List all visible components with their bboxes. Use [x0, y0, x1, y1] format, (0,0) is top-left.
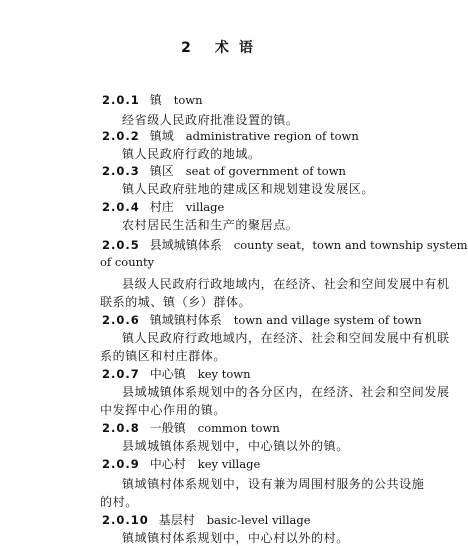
term-english: seat of government of town — [185, 164, 346, 178]
term-chinese: 镇 — [149, 93, 162, 107]
term-english: village — [185, 200, 225, 214]
term-chinese: 中心村 — [149, 457, 186, 471]
term-chinese: 一般镇 — [149, 421, 186, 435]
section-title — [0, 37, 444, 57]
term-code: 2.0.9 — [102, 457, 140, 471]
term-english: town — [173, 93, 203, 107]
term-code: 2.0.6 — [102, 313, 140, 327]
term-english: common town — [197, 421, 280, 435]
term-code: 2.0.4 — [102, 200, 140, 214]
term-definition: 镇人民政府行政的地域。 — [122, 147, 261, 161]
term-code: 2.0.3 — [102, 164, 140, 178]
term-definition: 镇人民政府驻地的建成区和规划建设发展区。 — [122, 182, 375, 196]
term-chinese: 镇域镇村体系 — [149, 313, 222, 327]
term-heading — [102, 237, 468, 253]
term-english: administrative region of town — [185, 129, 359, 143]
term-english-continued: of county — [100, 255, 155, 269]
term-english: key town — [197, 367, 251, 381]
term-definition: 镇域镇村体系规划中，中心村以外的村。 — [122, 531, 349, 545]
section-heading: 术语 — [214, 40, 263, 56]
term-english: key village — [197, 457, 261, 471]
term-heading — [102, 312, 422, 328]
term-code: 2.0.2 — [102, 129, 140, 143]
term-definition: 农村居民生活和生产的聚居点。 — [122, 218, 299, 232]
term-heading — [102, 163, 346, 179]
term-definition: 县域城镇体系规划中，中心镇以外的镇。 — [122, 439, 349, 453]
section-number: 2 — [181, 40, 193, 56]
term-heading — [102, 456, 260, 472]
term-english: county seat，town and township system — [233, 238, 468, 252]
term-definition-continued: 的村。 — [100, 495, 138, 509]
term-heading — [102, 92, 203, 108]
term-definition-continued: 联系的城、镇（乡）群体。 — [100, 295, 252, 309]
term-definition-continued: 系的镇区和村庄群体。 — [100, 349, 227, 363]
term-definition: 县域城镇体系规划中的各分区内，在经济、社会和空间发展 — [122, 385, 450, 399]
term-english: town and village system of town — [233, 313, 422, 327]
term-chinese: 中心镇 — [149, 367, 186, 381]
term-definition-continued: 中发挥中心作用的镇。 — [100, 403, 227, 417]
term-english: basic-level village — [206, 513, 311, 527]
term-chinese: 镇域 — [149, 129, 174, 143]
term-definition: 经省级人民政府批准设置的镇。 — [122, 113, 299, 127]
term-heading — [102, 366, 251, 382]
term-code: 2.0.7 — [102, 367, 140, 381]
term-code: 2.0.10 — [102, 513, 149, 527]
term-heading — [102, 128, 359, 144]
term-heading — [102, 420, 280, 436]
term-definition: 县级人民政府行政地域内，在经济、社会和空间发展中有机 — [122, 277, 450, 291]
term-heading — [102, 512, 311, 528]
term-chinese: 村庄 — [149, 200, 174, 214]
term-code: 2.0.5 — [102, 238, 140, 252]
term-code: 2.0.8 — [102, 421, 140, 435]
term-definition: 镇域镇村体系规划中，设有兼为周围村服务的公共设施 — [122, 477, 425, 491]
term-code: 2.0.1 — [102, 93, 140, 107]
term-chinese: 基层村 — [158, 513, 195, 527]
term-definition: 镇人民政府行政地域内，在经济、社会和空间发展中有机联 — [122, 331, 450, 345]
term-heading — [102, 199, 224, 215]
term-chinese: 镇区 — [149, 164, 174, 178]
term-chinese: 县域城镇体系 — [149, 238, 222, 252]
